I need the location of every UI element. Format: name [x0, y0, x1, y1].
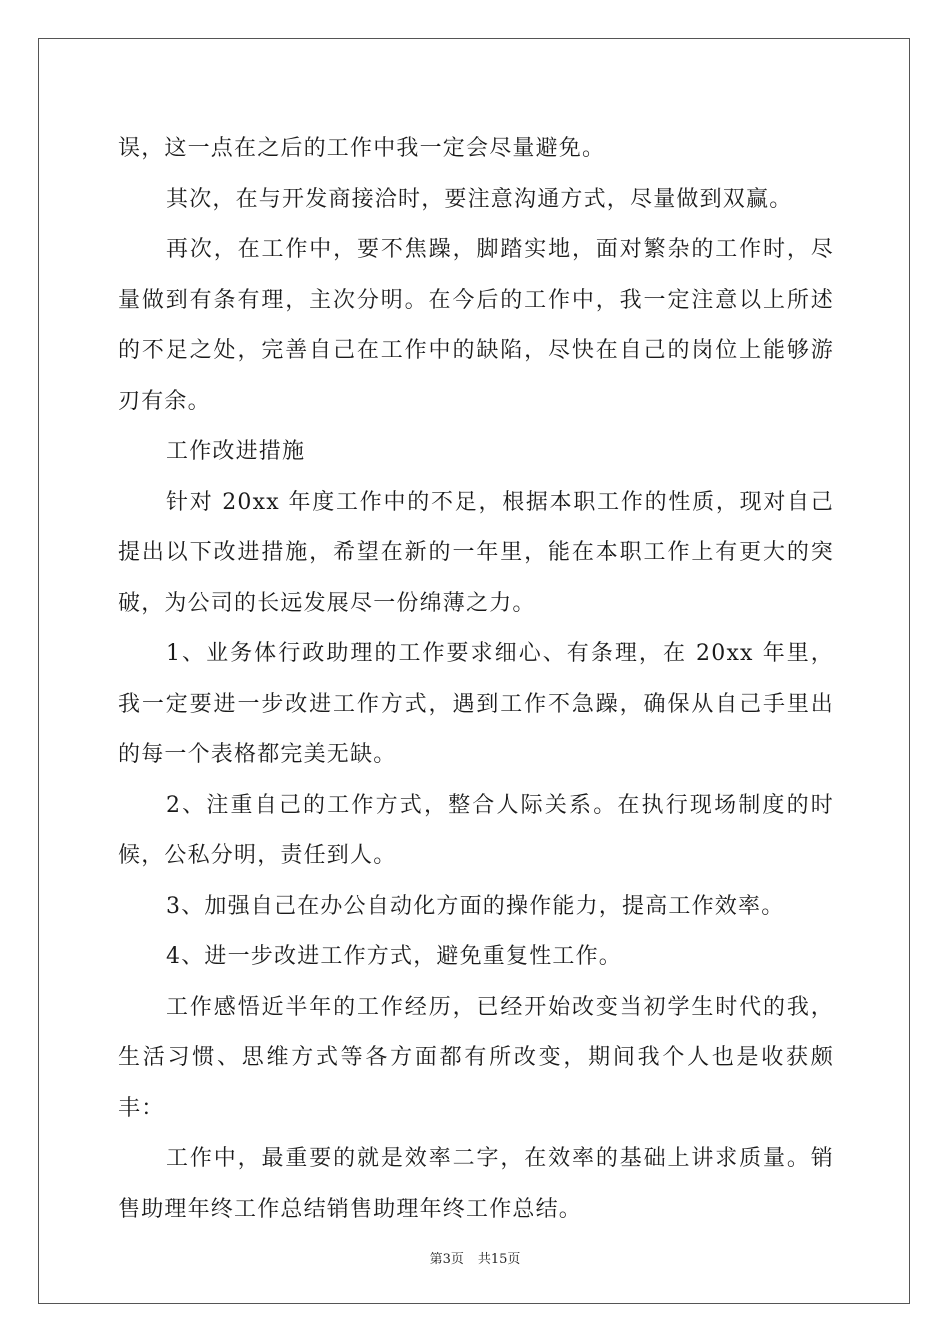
section-heading: 工作改进措施: [166, 439, 306, 464]
list-item: 2、注重自己的工作方式，整合人际关系。在执行现场制度的时候，公私分明，责任到人。: [118, 792, 834, 868]
document-body: [118, 124, 834, 1235]
paragraph: 工作感悟近半年的工作经历，已经开始改变当初学生时代的我，生活习惯、思维方式等各方面都有所改变，期间我个人也是收获颇丰：: [118, 994, 834, 1121]
paragraph: 工作中，最重要的就是效率二字，在效率的基础上讲求质量。销售助理年终工作总结销售助理年终工作总结。: [118, 1146, 834, 1222]
total-pages: 共15页: [477, 1252, 521, 1267]
page-footer: [0, 1248, 950, 1267]
page-number: 第3页: [429, 1252, 464, 1267]
list-item: 3、加强自己在办公自动化方面的操作能力，提高工作效率。: [166, 893, 785, 919]
paragraph: 针对 20xx 年度工作中的不足，根据本职工作的性质，现对自己提出以下改进措施，希望在新的一年里，能在本职工作上有更大的突破，为公司的长远发展尽一份绵薄之力。: [118, 489, 834, 616]
list-item: 4、进一步改进工作方式，避免重复性工作。: [166, 944, 622, 969]
paragraph: 其次，在与开发商接洽时，要注意沟通方式，尽量做到双赢。: [166, 186, 793, 212]
paragraph: 再次，在工作中，要不焦躁，脚踏实地，面对繁杂的工作时，尽量做到有条有理，主次分明。在今后的工作中，我一定注意以上所述的不足之处，完善自己在工作中的缺陷，尽快在自己的岗位上能够游刃有余。: [118, 237, 834, 414]
list-item: 1、业务体行政助理的工作要求细心、有条理，在 20xx 年里，我一定要进一步改进工作方式，遇到工作不急躁，确保从自己手里出的每一个表格都完美无缺。: [118, 641, 834, 767]
paragraph: 误，这一点在之后的工作中我一定会尽量避免。: [118, 136, 606, 161]
